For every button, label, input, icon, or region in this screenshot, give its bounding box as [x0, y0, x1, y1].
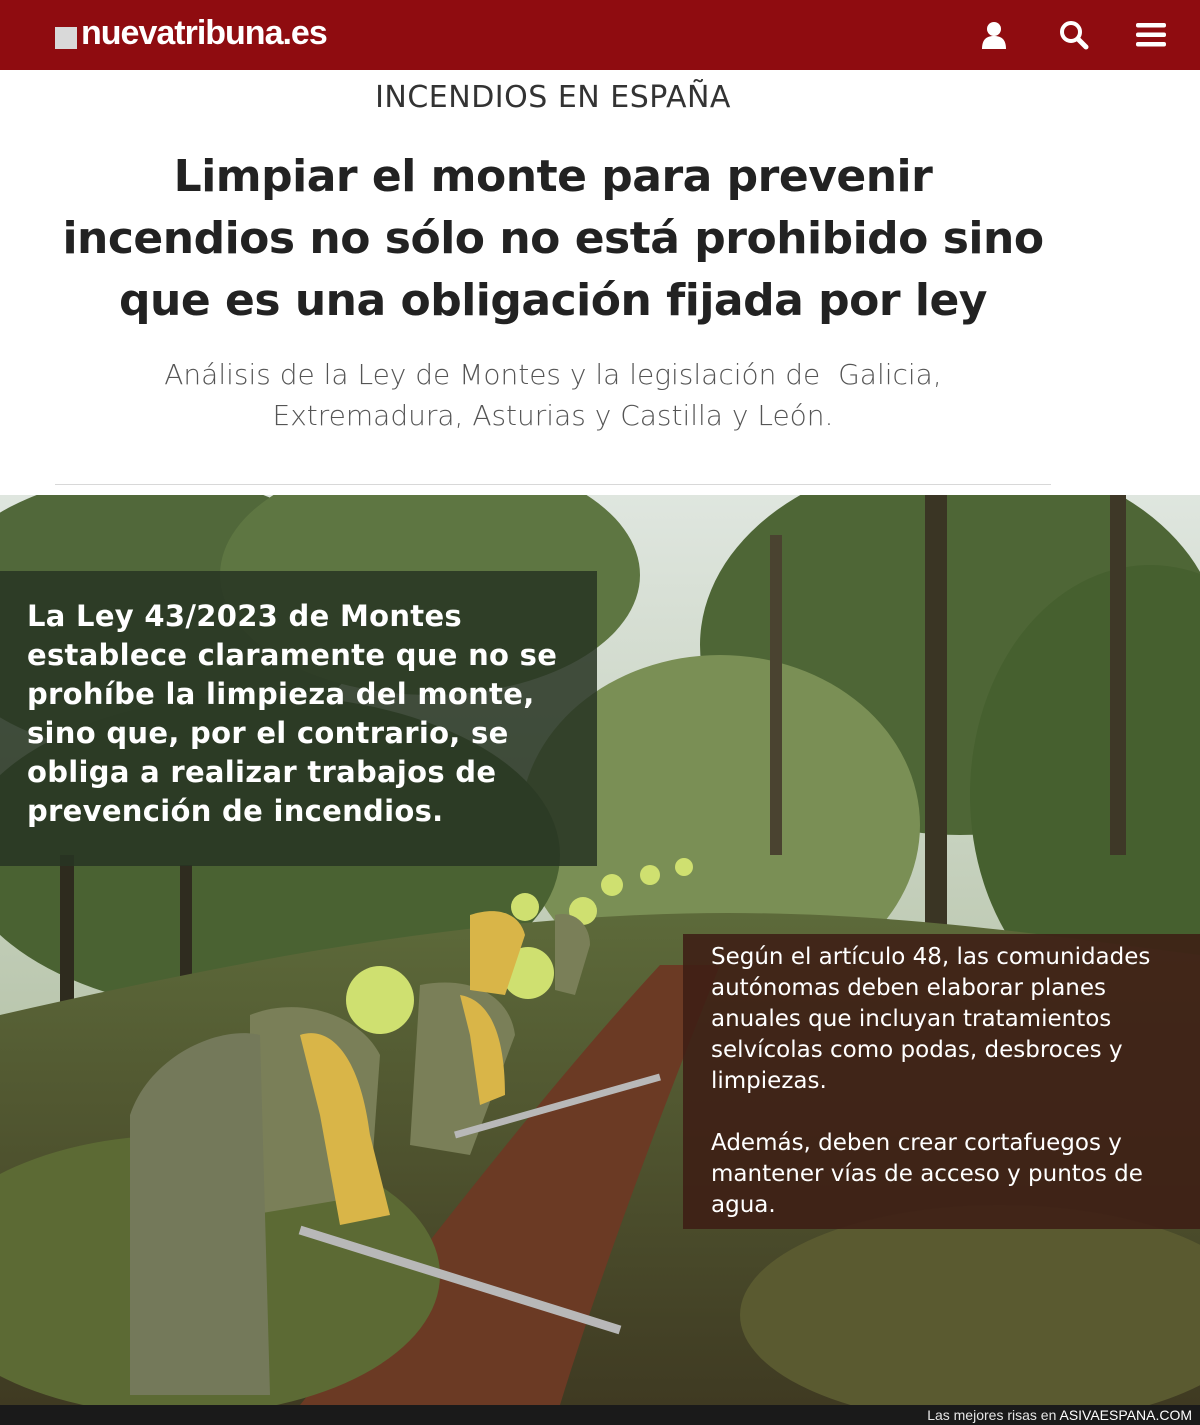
user-icon[interactable] — [971, 12, 1017, 58]
right-callout-paragraph: Según el artículo 48, las comunidades autónomas deben elaborar planes anuales que incluyan tratamientos selvícolas como podas, desbroces y limpiezas. — [711, 944, 1151, 1094]
headline-line: que es una obligación fijada por ley — [119, 275, 987, 326]
headline-line: Limpiar el monte para prevenir — [173, 151, 933, 202]
logo-square-icon — [55, 27, 77, 49]
divider — [55, 484, 1051, 485]
left-callout-text: La Ley 43/2023 de Montes establece claramente que no se prohíbe la limpieza del monte, sino que, por el contrario, se obliga a realizar trabajos de prevención de incendios. — [27, 599, 558, 828]
watermark-brand: ASIVAESPANA.COM — [1059, 1407, 1192, 1423]
watermark-footer — [0, 1405, 1200, 1425]
watermark-prefix: Las mejores risas en — [927, 1407, 1060, 1423]
headline-line: incendios no sólo no está prohibido sino — [62, 213, 1044, 264]
logo-text: nuevatribuna.es — [81, 14, 327, 52]
subtitle-line: Extremadura, Asturias y Castilla y León. — [272, 399, 834, 432]
top-navigation-bar — [0, 0, 1200, 70]
subtitle-line: Análisis de la Ley de Montes y la legislación de Galicia, — [164, 358, 942, 391]
menu-icon[interactable] — [1128, 12, 1174, 58]
left-callout — [0, 571, 597, 866]
search-icon[interactable] — [1051, 12, 1097, 58]
site-logo[interactable] — [55, 14, 327, 53]
article-headline — [40, 146, 1066, 332]
article-subtitle — [80, 354, 1026, 436]
section-label[interactable]: INCENDIOS EN ESPAÑA — [375, 80, 731, 115]
right-callout-paragraph: Además, deben crear cortafuegos y mantener vías de acceso y puntos de agua. — [711, 1130, 1143, 1218]
right-callout — [683, 934, 1200, 1229]
watermark-text — [927, 1407, 1192, 1423]
